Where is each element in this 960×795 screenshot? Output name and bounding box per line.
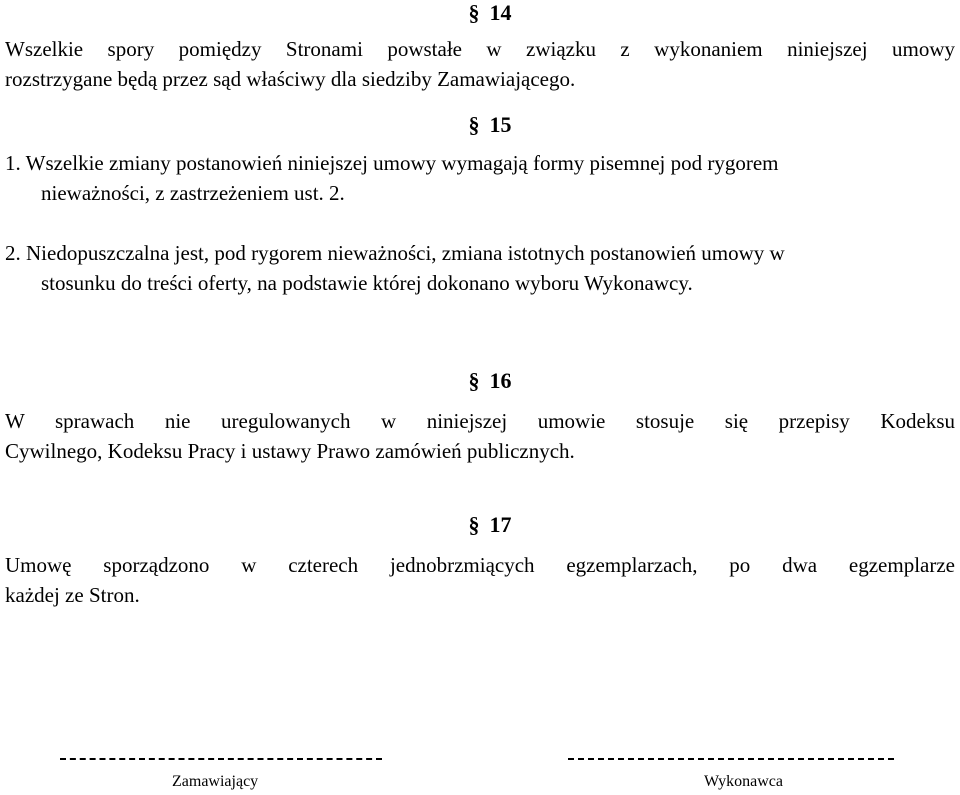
signature-line-right	[568, 758, 894, 760]
paragraph-line: rozstrzygane będą przez sąd właściwy dla siedziby Zamawiającego.	[5, 67, 576, 91]
section-15-heading	[0, 112, 960, 138]
signature-line-left	[60, 758, 382, 760]
section-14-paragraph	[5, 34, 955, 94]
section-17-heading	[0, 512, 960, 538]
section-number: 17	[489, 512, 512, 537]
paragraph-line: stosunku do treści oferty, na podstawie której dokonano wyboru Wykonawcy.	[41, 271, 693, 295]
section-14-heading	[0, 0, 960, 26]
section-15-point-2	[5, 238, 955, 298]
paragraph-line: W sprawach nie uregulowanych w niniejszej umowie stosuje się przepisy Kodeksu	[5, 409, 955, 433]
section-15-point-1	[5, 148, 955, 208]
section-16-paragraph	[5, 406, 955, 466]
section-symbol: §	[468, 512, 480, 537]
section-16-heading	[0, 368, 960, 394]
paragraph-line: Umowę sporządzono w czterech jednobrzmiących egzemplarzach, po dwa egzemplarze	[5, 553, 955, 577]
paragraph-line: nieważności, z zastrzeżeniem ust. 2.	[41, 181, 345, 205]
paragraph-line: 1. Wszelkie zmiany postanowień niniejszej umowy wymagają formy pisemnej pod rygorem	[5, 151, 779, 175]
section-symbol: §	[468, 0, 480, 25]
section-17-paragraph	[5, 550, 955, 610]
section-number: 15	[489, 112, 512, 137]
section-number: 16	[489, 368, 512, 393]
section-symbol: §	[468, 368, 480, 393]
signature-label-right: Wykonawca	[704, 773, 783, 790]
signature-label-left: Zamawiający	[172, 773, 259, 790]
paragraph-line: Cywilnego, Kodeksu Pracy i ustawy Prawo zamówień publicznych.	[5, 439, 575, 463]
paragraph-line: 2. Niedopuszczalna jest, pod rygorem nieważności, zmiana istotnych postanowień umowy w	[5, 241, 785, 265]
paragraph-line: każdej ze Stron.	[5, 583, 140, 607]
section-symbol: §	[468, 112, 480, 137]
paragraph-line: Wszelkie spory pomiędzy Stronami powstałe w związku z wykonaniem niniejszej umowy	[5, 37, 955, 61]
section-number: 14	[489, 0, 512, 25]
